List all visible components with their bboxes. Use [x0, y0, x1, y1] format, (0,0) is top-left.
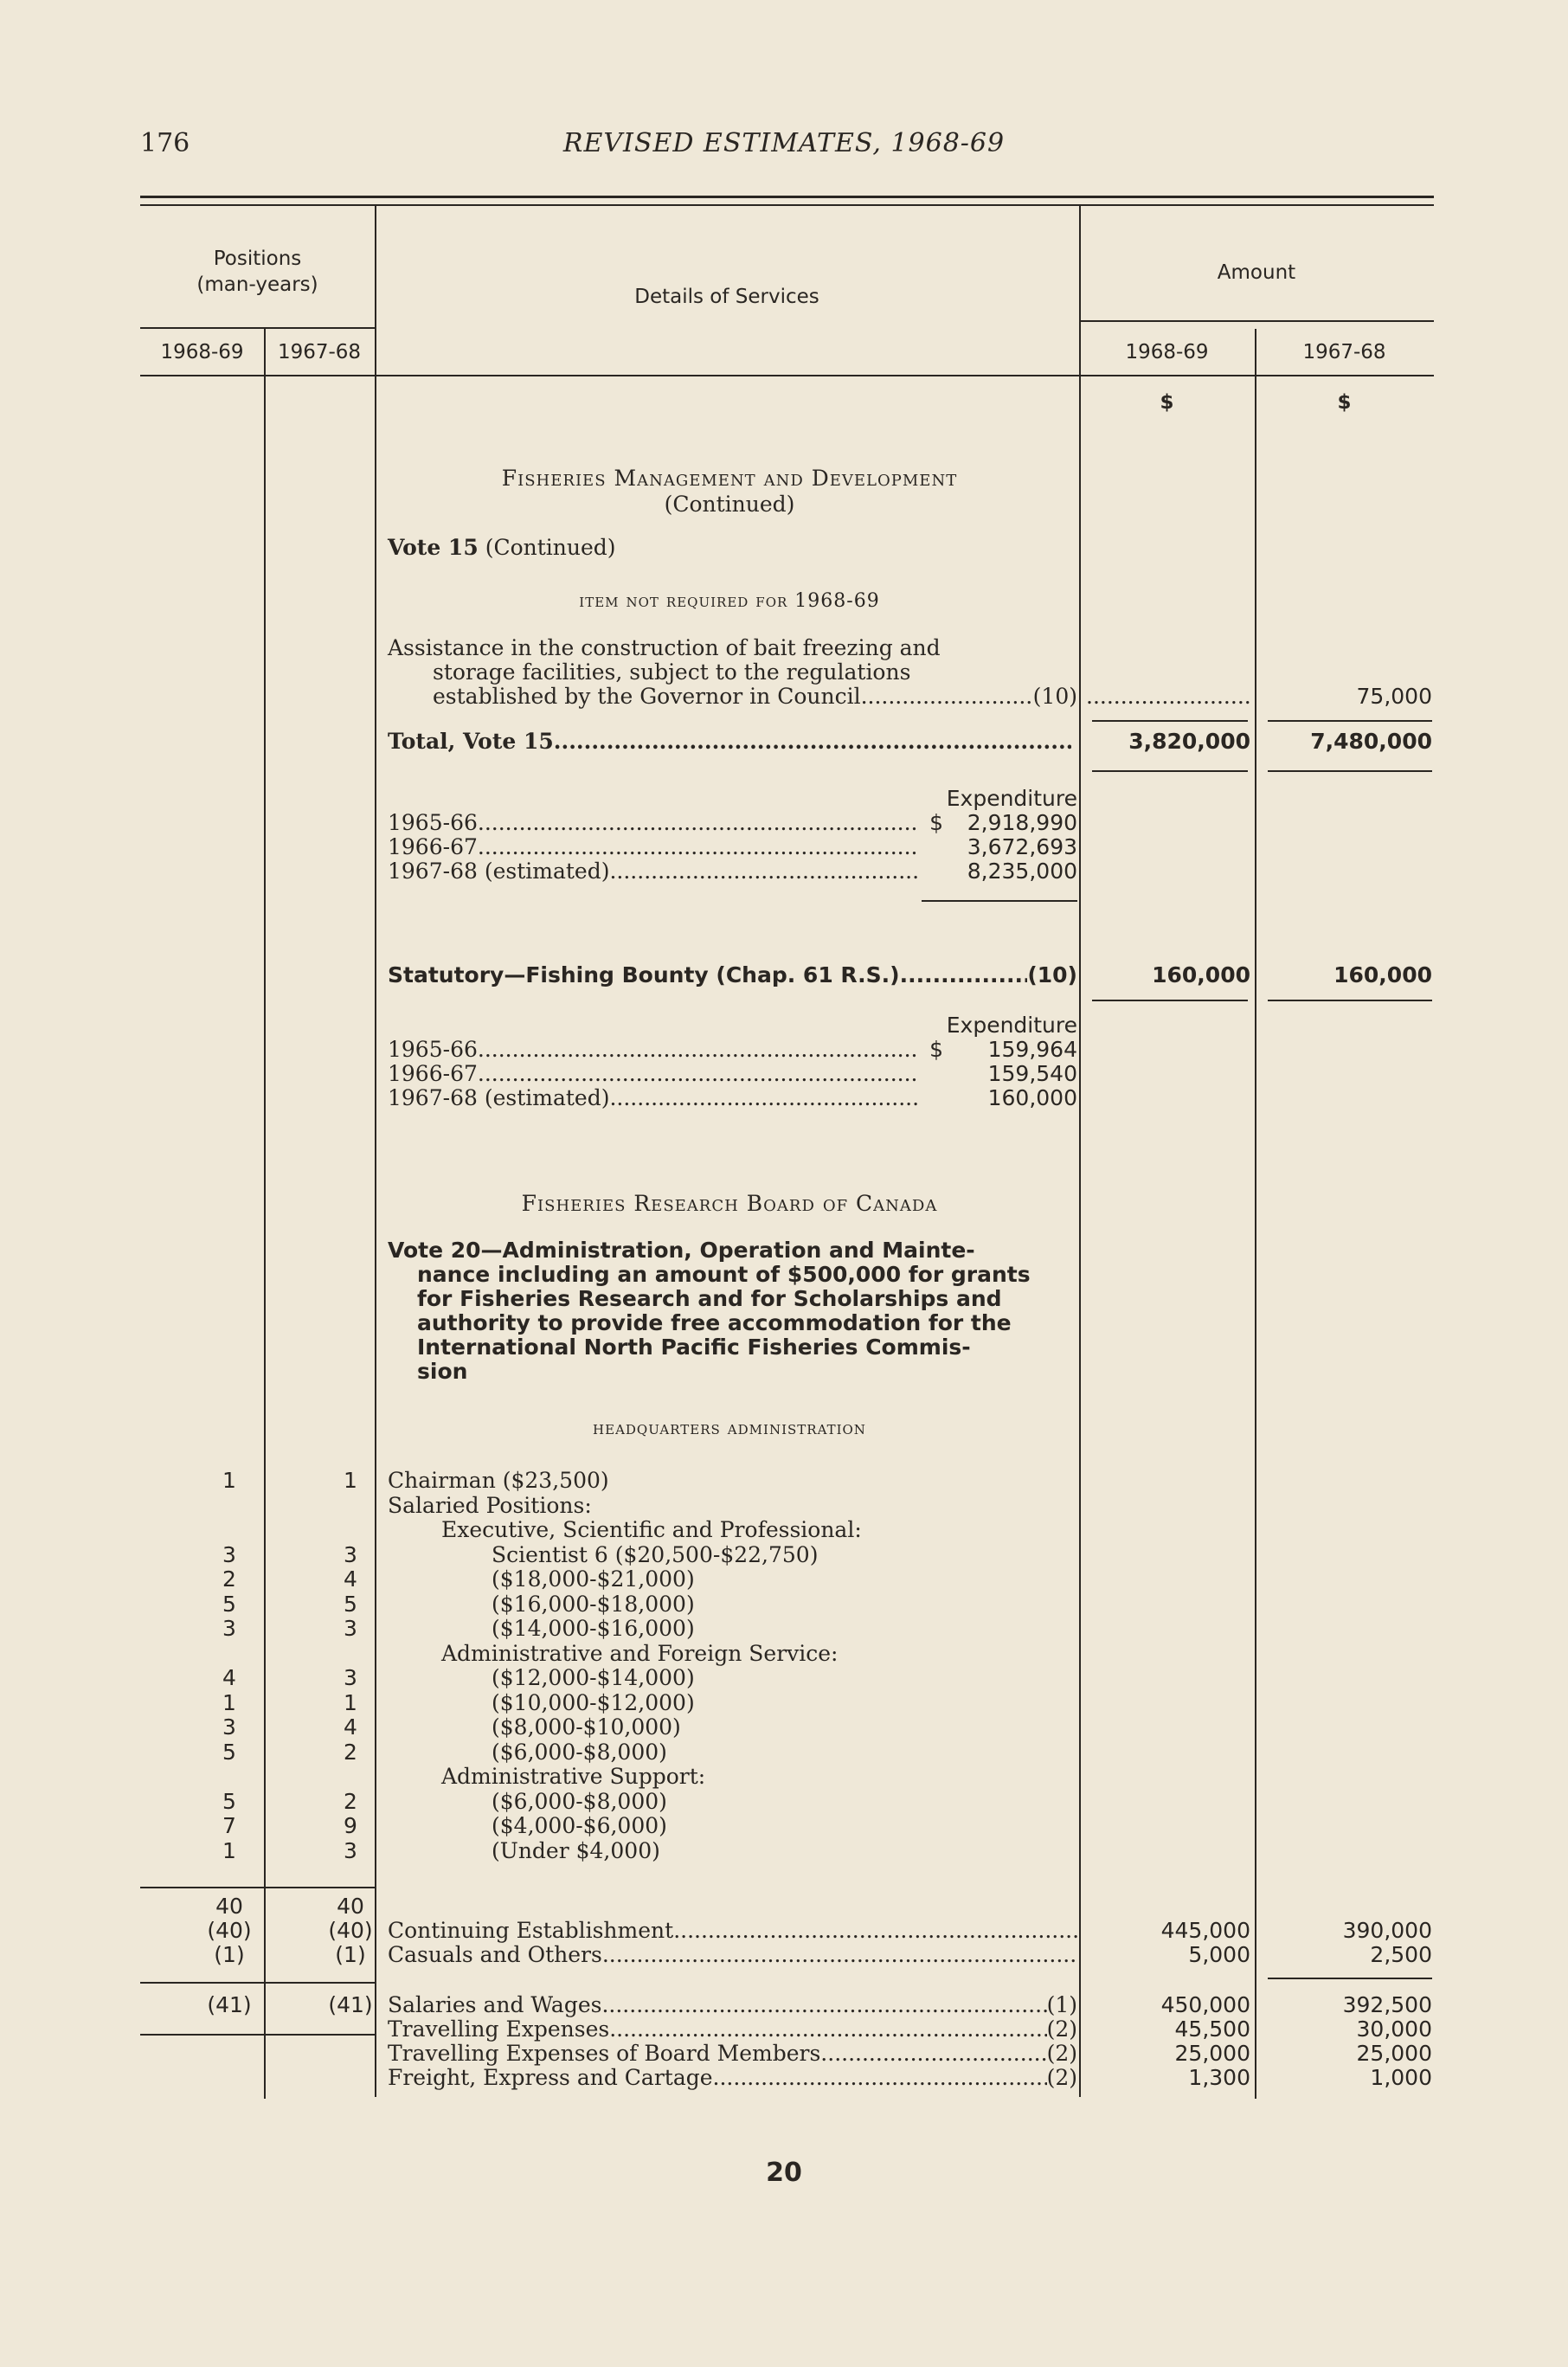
expense-row-code: (2): [1046, 2041, 1077, 2066]
statutory-row: [388, 962, 1077, 988]
salaries-label: Salaries and Wages: [388, 1992, 602, 2017]
positions-total-67: 40: [337, 1894, 364, 1919]
positions-total-68: 40: [215, 1894, 243, 1919]
salaries-rule-p67: [264, 1982, 375, 1984]
currency-1967: $: [1337, 391, 1352, 414]
statutory-1968: 160,000: [1152, 962, 1250, 987]
position-row: [0, 1838, 1568, 1864]
assistance-line1: Assistance in the construction of bait freezing and: [388, 635, 941, 660]
statutory-rule-1968: [1092, 1000, 1248, 1001]
position-row: [0, 1789, 1568, 1815]
salaries-code: (1): [1046, 1992, 1077, 2017]
position-row: [0, 1641, 1568, 1667]
position-count-1968: 2: [222, 1566, 236, 1592]
position-count-1967: 2: [344, 1739, 357, 1765]
position-row: [0, 1665, 1568, 1691]
vote-15-label: Vote 15: [388, 535, 479, 560]
position-count-1967: 4: [344, 1566, 357, 1592]
position-count-1968: 7: [222, 1813, 236, 1838]
position-row: [0, 1592, 1568, 1618]
expense-a68: 45,500: [1174, 2016, 1250, 2042]
expense-a68: 25,000: [1174, 2041, 1250, 2066]
leader-dots: [602, 1942, 1077, 1968]
position-count-1967: 3: [344, 1616, 357, 1641]
salaries-p68: (41): [207, 1992, 252, 2017]
leader-dots: [478, 1037, 917, 1063]
vote-20-line: for Fisheries Research and for Scholarships and: [417, 1286, 1002, 1311]
position-row: [0, 1542, 1568, 1568]
position-count-1967: 1: [344, 1689, 357, 1715]
expenditure-amount: 159,964: [987, 1037, 1077, 1062]
expenditure-row: [388, 834, 917, 860]
section-heading-research-board: Fisheries Research Board of Canada: [521, 1191, 938, 1216]
page-number-top: 176: [140, 128, 190, 158]
expenditure-row-label: 1966-67: [388, 1061, 478, 1086]
leader-dots: [554, 729, 1071, 755]
expense-row-label: Freight, Express and Cartage: [388, 2065, 713, 2090]
position-count-1968: 1: [222, 1468, 236, 1493]
position-count-1967: 2: [344, 1788, 357, 1814]
position-label: ($12,000-$14,000): [492, 1665, 695, 1690]
header-rule-bottom: [140, 375, 1434, 376]
assistance-1968-dots: [1086, 684, 1250, 710]
position-label: ($6,000-$8,000): [492, 1739, 667, 1765]
statutory-rule-1967: [1268, 1000, 1432, 1001]
vote-20-line: Vote 20—Administration, Operation and Mainte-: [388, 1238, 975, 1263]
expense-row: [388, 2016, 1077, 2042]
header-amt-1968: 1968-69: [1125, 341, 1209, 363]
position-count-1968: 5: [222, 1788, 236, 1814]
header-details: Details of Services: [634, 286, 819, 308]
expenditure-currency: $: [929, 810, 943, 835]
position-label: Scientist 6 ($20,500-$22,750): [492, 1541, 819, 1567]
position-count-1967: 3: [344, 1837, 357, 1863]
position-label: ($18,000-$21,000): [492, 1566, 695, 1592]
casuals-p68: (1): [214, 1942, 245, 1967]
position-label: Chairman ($23,500): [388, 1468, 609, 1493]
position-count-1968: 1: [222, 1689, 236, 1715]
header-amt-1967: 1967-68: [1302, 341, 1386, 363]
expenditure-row: [388, 810, 917, 836]
casuals-p67: (1): [335, 1942, 366, 1967]
position-count-1968: 5: [222, 1591, 236, 1617]
position-label: ($16,000-$18,000): [492, 1591, 695, 1617]
header-positions: [140, 246, 375, 298]
header-rule-positions: [140, 327, 375, 329]
currency-1968: $: [1160, 391, 1174, 414]
expenditure-currency: $: [929, 1037, 943, 1062]
expenditure-amount: 159,540: [987, 1061, 1077, 1086]
position-label: (Under $4,000): [492, 1837, 660, 1863]
position-count-1967: 9: [344, 1813, 357, 1838]
leader-dots: [478, 1061, 917, 1087]
expenditure-heading-st: Expenditure: [946, 1013, 1077, 1038]
position-count-1967: 1: [344, 1468, 357, 1493]
salaries-p67: (41): [328, 1992, 373, 2017]
position-label: Salaried Positions:: [388, 1492, 592, 1518]
total-vote-15-row: [388, 729, 1071, 755]
continuing-p68: (40): [207, 1918, 252, 1943]
position-count-1967: 3: [344, 1665, 357, 1690]
total-rule-top-1968: [1092, 720, 1248, 722]
position-count-1968: 3: [222, 1541, 236, 1567]
expense-a68: 1,300: [1188, 2065, 1250, 2090]
position-label: ($14,000-$16,000): [492, 1616, 695, 1641]
salaries-rule-p68: [140, 1982, 264, 1984]
vote-20-line: International North Pacific Fisheries Commis-: [417, 1335, 971, 1360]
assistance-line3: [433, 684, 1077, 710]
position-label: ($8,000-$10,000): [492, 1714, 681, 1740]
position-row: [0, 1764, 1568, 1790]
position-count-1968: 3: [222, 1616, 236, 1641]
expense-a67: 30,000: [1356, 2016, 1432, 2042]
casuals-label: Casuals and Others: [388, 1942, 602, 1967]
running-title: REVISED ESTIMATES, 1968-69: [562, 128, 1006, 158]
hq-admin-heading: headquarters administration: [593, 1418, 866, 1439]
expense-row: [388, 2065, 1077, 2091]
continuing-label: Continuing Establishment: [388, 1918, 674, 1943]
total-vote-15-label: Total, Vote 15: [388, 729, 554, 754]
assistance-code: (10): [1032, 684, 1077, 709]
position-row: [0, 1493, 1568, 1519]
position-row: [0, 1517, 1568, 1543]
position-label: Administrative Support:: [441, 1764, 706, 1789]
expenditure-row-label: 1967-68 (estimated): [388, 1085, 610, 1110]
position-label: ($6,000-$8,000): [492, 1788, 667, 1814]
position-count-1967: 3: [344, 1541, 357, 1567]
expenditure-amount: 2,918,990: [967, 810, 1077, 835]
position-row: [0, 1740, 1568, 1766]
position-count-1968: 1: [222, 1837, 236, 1863]
leader-dots: [601, 1992, 1046, 2018]
statutory-label: Statutory—Fishing Bounty (Chap. 61 R.S.): [388, 962, 900, 987]
position-label: ($10,000-$12,000): [492, 1689, 695, 1715]
leader-dots: [673, 1918, 1077, 1944]
position-row: [0, 1690, 1568, 1716]
expenditure-row: [388, 1061, 917, 1087]
position-count-1967: 4: [344, 1714, 357, 1740]
vote-20-line: authority to provide free accommodation for the: [417, 1310, 1012, 1335]
salaries-row: [388, 1992, 1077, 2018]
continuing-a68: 445,000: [1160, 1918, 1250, 1943]
top-rule-thick: [140, 196, 1434, 198]
header-positions-line2: (man-years): [196, 273, 318, 296]
casuals-a67: 2,500: [1370, 1942, 1432, 1967]
expenditure-amount: 8,235,000: [967, 859, 1077, 884]
expenditure-amount: 160,000: [987, 1085, 1077, 1110]
leader-dots: [478, 810, 917, 836]
total-rule-bottom-1968: [1092, 770, 1248, 772]
expenditure-row-label: 1965-66: [388, 1037, 478, 1062]
total-rule-top-1967: [1268, 720, 1432, 722]
expense-a67: 1,000: [1370, 2065, 1432, 2090]
statutory-1967: 160,000: [1333, 962, 1432, 987]
top-rule-thin: [140, 204, 1434, 206]
expenditure-row-label: 1965-66: [388, 810, 478, 835]
position-row: [0, 1566, 1568, 1592]
total-vote-15-1968: 3,820,000: [1128, 729, 1250, 754]
casuals-row: [388, 1942, 1077, 1968]
assistance-line2: storage facilities, subject to the regulations: [433, 659, 911, 685]
continuing-row: [388, 1918, 1077, 1944]
position-count-1967: 5: [344, 1591, 357, 1617]
leader-dots: [861, 684, 1033, 710]
position-count-1968: 4: [222, 1665, 236, 1690]
expenditure-row: [388, 1037, 917, 1063]
positions-total-rule-68: [140, 1887, 264, 1888]
casuals-a68: 5,000: [1188, 1942, 1250, 1967]
expenditure-heading-fm: Expenditure: [946, 786, 1077, 811]
assistance-line3-text: established by the Governor in Council: [433, 684, 861, 709]
vote-20-line: sion: [417, 1359, 468, 1384]
position-label: Executive, Scientific and Professional:: [441, 1517, 862, 1542]
leader-dots: [478, 834, 917, 860]
header-positions-line1: Positions: [213, 248, 302, 270]
vote-15-heading: [388, 535, 616, 561]
position-count-1968: 5: [222, 1739, 236, 1765]
continuing-a67: 390,000: [1342, 1918, 1432, 1943]
salaries-a67: 392,500: [1342, 1992, 1432, 2017]
expense-row: [388, 2041, 1077, 2067]
position-row: [0, 1813, 1568, 1839]
total-vote-15-1967: 7,480,000: [1310, 729, 1432, 754]
position-count-1968: 3: [222, 1714, 236, 1740]
salaries-rule-a67: [1268, 1978, 1432, 1979]
header-pos-1968: 1968-69: [160, 341, 244, 363]
leader-dots: [900, 962, 1028, 988]
section-heading-fisheries-mgmt: Fisheries Management and Development: [501, 466, 958, 491]
statutory-code: (10): [1027, 962, 1077, 987]
expenditure-amount: 3,672,693: [967, 834, 1077, 859]
positions-total-rule-67: [264, 1887, 375, 1888]
item-not-required-heading: item not required for 1968-69: [579, 590, 880, 612]
position-row: [0, 1714, 1568, 1740]
section-heading-continued: (Continued): [664, 492, 795, 517]
page-number-bottom: 20: [766, 2158, 802, 2188]
total-rule-bottom-1967: [1268, 770, 1432, 772]
expense-row-code: (2): [1046, 2016, 1077, 2042]
position-label: Administrative and Foreign Service:: [441, 1640, 839, 1666]
position-label: ($4,000-$6,000): [492, 1813, 667, 1838]
expense-a67: 25,000: [1356, 2041, 1432, 2066]
expense-row-label: Travelling Expenses: [388, 2016, 610, 2042]
position-row: [0, 1616, 1568, 1642]
continuing-p67: (40): [328, 1918, 373, 1943]
leader-dots: [609, 859, 917, 884]
leader-dots: [609, 2016, 1046, 2042]
header-pos-1967: 1967-68: [277, 341, 362, 363]
header-amount: Amount: [1217, 261, 1296, 284]
expenditure-row: [388, 1085, 917, 1111]
expenditure-rule-fm: [922, 900, 1077, 902]
vote-20-line: nance including an amount of $500,000 for grants: [417, 1262, 1031, 1287]
position-row: [0, 1468, 1568, 1494]
expenditure-row: [388, 859, 917, 884]
vote-15-continued: (Continued): [485, 535, 616, 560]
expenditure-row-label: 1966-67: [388, 834, 478, 859]
leader-dots: [609, 1085, 917, 1111]
header-rule-amount: [1079, 320, 1434, 322]
expense-row-label: Travelling Expenses of Board Members: [388, 2041, 821, 2066]
leader-dots: [820, 2041, 1046, 2067]
leader-dots: [713, 2065, 1047, 2091]
expenditure-row-label: 1967-68 (estimated): [388, 859, 610, 884]
expense-row-code: (2): [1046, 2065, 1077, 2090]
assistance-1967-amount: 75,000: [1356, 684, 1432, 709]
salaries-a68: 450,000: [1160, 1992, 1250, 2017]
below-salaries-rule: [140, 2034, 375, 2036]
